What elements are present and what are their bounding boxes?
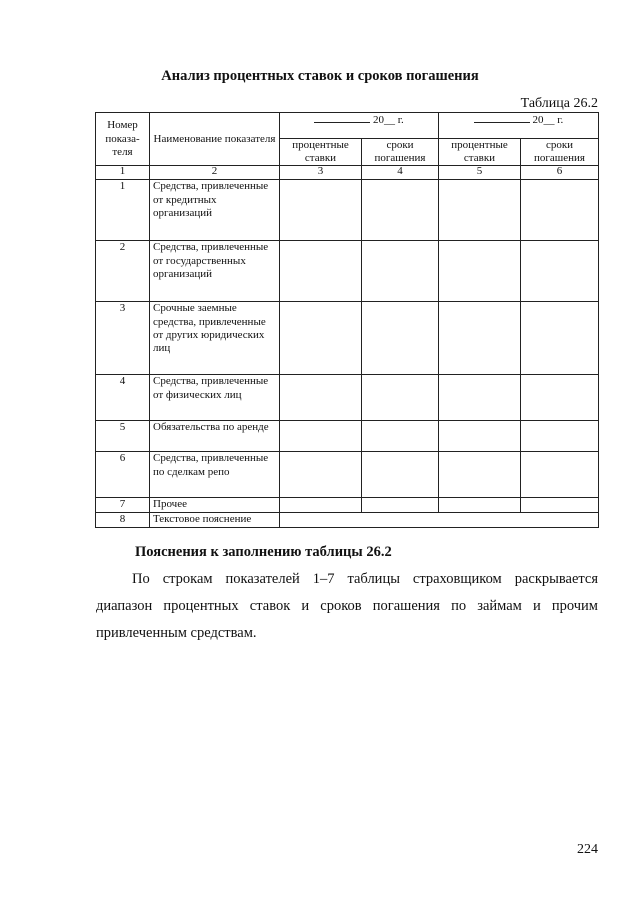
empty-cell: [362, 375, 439, 421]
empty-cell: [280, 452, 362, 498]
explanations-title: Пояснения к заполнению таблицы 26.2: [135, 544, 392, 560]
table-row: [96, 302, 599, 375]
explanations-paragraph: По строкам показателей 1–7 таблицы страховщиком раскрывается диапазон процентных ставок и сроков погашения по займам и прочим привлеченным средствам.: [96, 571, 598, 641]
empty-cell: [521, 180, 599, 241]
empty-cell: [439, 421, 521, 452]
page-number: 224: [577, 842, 598, 857]
header-year-1-label: 20__ г.: [372, 114, 404, 126]
empty-cell: [521, 452, 599, 498]
row-number: 6: [96, 452, 150, 498]
empty-cell: [362, 498, 439, 513]
row-number: 1: [96, 180, 150, 241]
header-year-2-label: 20__ г.: [532, 114, 564, 126]
table-row: [96, 513, 599, 528]
header-year-1: [280, 113, 439, 139]
document-title: Анализ процентных ставок и сроков погашения: [161, 68, 479, 84]
table-label: Таблица 26.2: [520, 96, 598, 111]
table-row: [96, 421, 599, 452]
header-number-col: Номер показа-теля: [96, 113, 150, 166]
empty-cell: [439, 452, 521, 498]
interest-rates-table: [95, 112, 599, 528]
col-number: 2: [150, 166, 280, 180]
empty-cell: [362, 302, 439, 375]
empty-cell: [280, 375, 362, 421]
row-number: 3: [96, 302, 150, 375]
header-name-col: Наименование показателя: [150, 113, 280, 166]
row-name: Срочные заемные средства, привлеченные от других юридических лиц: [150, 302, 280, 375]
row-name: Средства, привлеченные от государственных организаций: [150, 241, 280, 302]
table-row: [96, 498, 599, 513]
empty-cell: [280, 498, 362, 513]
empty-cell: [439, 180, 521, 241]
empty-cell: [439, 302, 521, 375]
row-number: 5: [96, 421, 150, 452]
row-name: Средства, привлеченные от кредитных организаций: [150, 180, 280, 241]
col-number: 1: [96, 166, 150, 180]
col-number: 5: [439, 166, 521, 180]
empty-cell: [521, 302, 599, 375]
row-name: Средства, привлеченные по сделкам репо: [150, 452, 280, 498]
empty-cell: [280, 180, 362, 241]
col-number: 6: [521, 166, 599, 180]
row-name: Прочее: [150, 498, 280, 513]
text-explanation-cell: [280, 513, 599, 528]
table-row: [96, 241, 599, 302]
empty-cell: [521, 498, 599, 513]
empty-cell: [362, 180, 439, 241]
row-number: 4: [96, 375, 150, 421]
header-year-2: [439, 113, 599, 139]
row-name: Обязательства по аренде: [150, 421, 280, 452]
col-number: 4: [362, 166, 439, 180]
row-name: Текстовое пояснение: [150, 513, 280, 528]
empty-cell: [280, 241, 362, 302]
row-number: 2: [96, 241, 150, 302]
header-rates-2: процентные ставки: [439, 139, 521, 166]
empty-cell: [280, 302, 362, 375]
empty-cell: [362, 452, 439, 498]
header-terms-1: сроки погашения: [362, 139, 439, 166]
empty-cell: [362, 421, 439, 452]
empty-cell: [439, 375, 521, 421]
empty-cell: [521, 421, 599, 452]
header-terms-2: сроки погашения: [521, 139, 599, 166]
empty-cell: [439, 498, 521, 513]
row-name: Средства, привлеченные от физических лиц: [150, 375, 280, 421]
table-row: [96, 375, 599, 421]
header-rates-1: процентные ставки: [280, 139, 362, 166]
empty-cell: [521, 375, 599, 421]
table-row: [96, 180, 599, 241]
empty-cell: [280, 421, 362, 452]
row-number: 8: [96, 513, 150, 528]
empty-cell: [521, 241, 599, 302]
col-number: 3: [280, 166, 362, 180]
empty-cell: [362, 241, 439, 302]
row-number: 7: [96, 498, 150, 513]
table-row: [96, 452, 599, 498]
empty-cell: [439, 241, 521, 302]
